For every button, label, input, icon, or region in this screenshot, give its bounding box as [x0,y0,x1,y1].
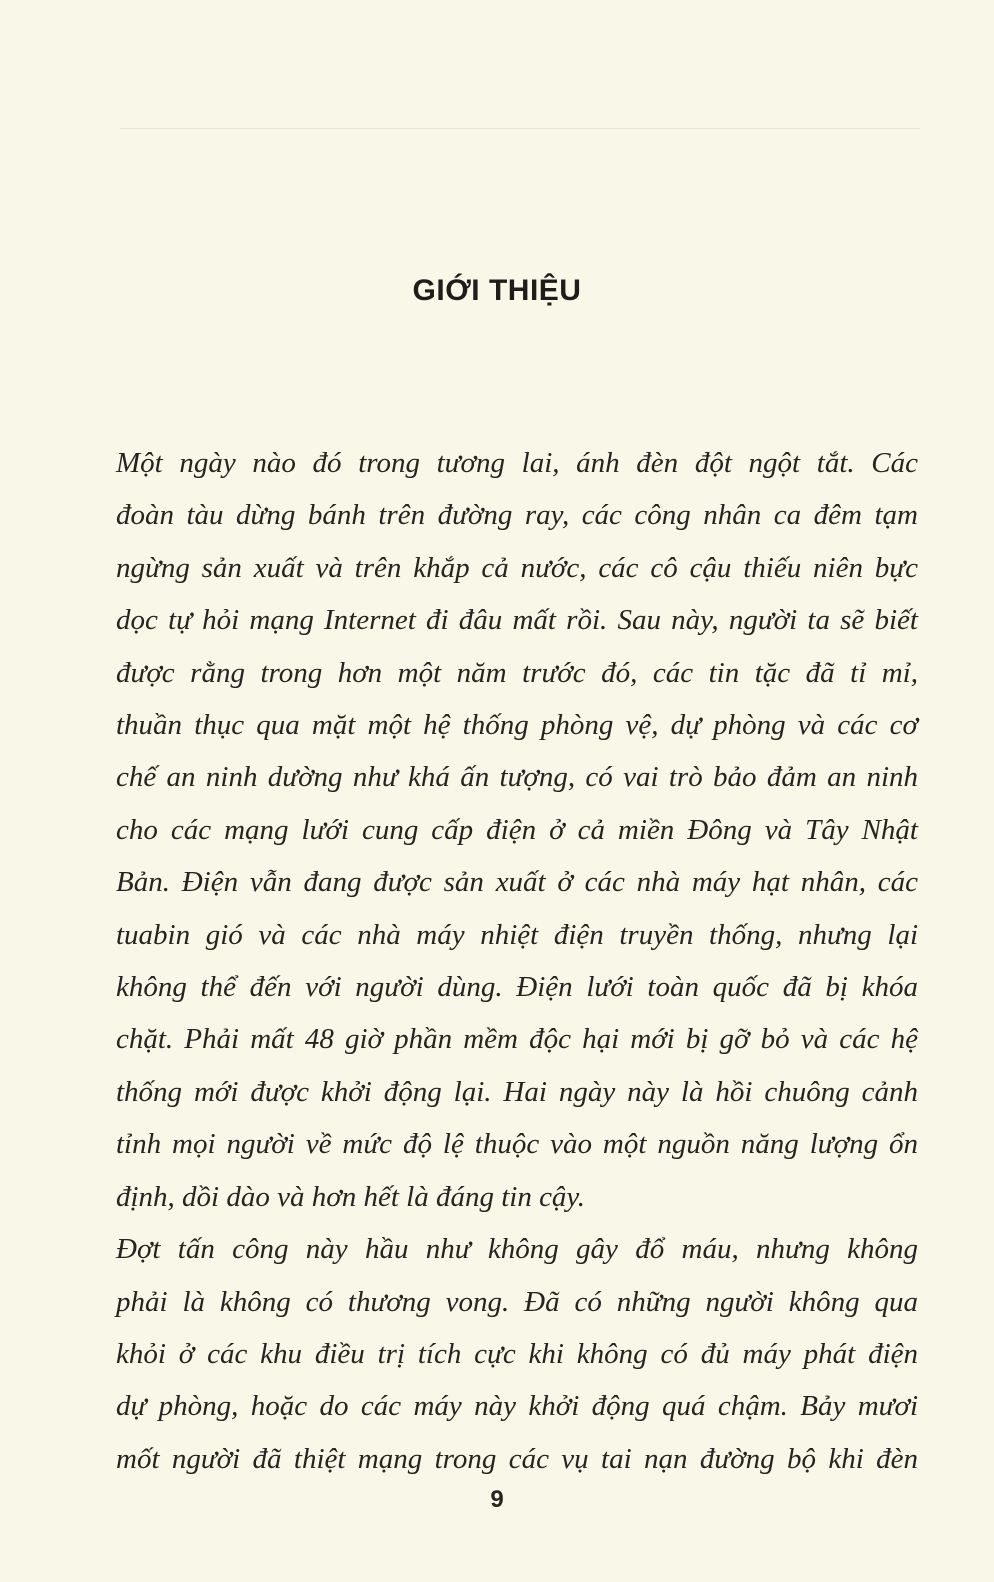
text-line: được rằng trong hơn một năm trước đó, các tin tặc đã tỉ mỉ, [116,656,918,689]
text-line: đoàn tàu dừng bánh trên đường ray, các công nhân ca đêm tạm [116,499,918,532]
text-line: phải là không có thương vong. Đã có những người không qua [116,1285,918,1318]
text-line: cho các mạng lưới cung cấp điện ở cả miền Đông và Tây Nhật [116,813,918,846]
text-line: định, dồi dào và hơn hết là đáng tin cậy. [116,1180,585,1213]
text-line: không thể đến với người dùng. Điện lưới toàn quốc đã bị khóa [116,971,918,1004]
paragraph-2 [116,1223,918,1485]
text-line: dọc tự hỏi mạng Internet đi đâu mất rồi. Sau này, người ta sẽ biết [116,604,918,637]
text-line: mốt người đã thiệt mạng trong các vụ tai nạn đường bộ khi đèn [116,1442,918,1475]
text-line: thống mới được khởi động lại. Hai ngày này là hồi chuông cảnh [116,1075,918,1108]
text-line: thuần thục qua mặt một hệ thống phòng vệ, dự phòng và các cơ [116,709,918,742]
text-line: tuabin gió và các nhà máy nhiệt điện truyền thống, nhưng lại [116,918,918,951]
text-line: ngừng sản xuất và trên khắp cả nước, các cô cậu thiếu niên bực [116,551,918,584]
text-line: Đợt tấn công này hầu như không gây đổ máu, nhưng không [116,1233,918,1266]
body-text [116,437,918,1485]
text-line: khỏi ở các khu điều trị tích cực khi không có đủ máy phát điện [116,1337,918,1370]
text-line: Một ngày nào đó trong tương lai, ánh đèn đột ngột tắt. Các [116,447,918,479]
text-line: dự phòng, hoặc do các máy này khởi động quá chậm. Bảy mươi [116,1390,918,1423]
bleed-through-rule [120,128,920,129]
text-line: Bản. Điện vẫn đang được sản xuất ở các nhà máy hạt nhân, các [116,866,918,899]
page-number: 9 [490,1486,504,1513]
chapter-title: GIỚI THIỆU [412,274,582,307]
text-line: chế an ninh dường như khá ấn tượng, có vai trò bảo đảm an ninh [116,761,918,794]
text-line: chặt. Phải mất 48 giờ phần mềm độc hại mới bị gỡ bỏ và các hệ [116,1023,918,1056]
text-line: tỉnh mọi người về mức độ lệ thuộc vào một nguồn năng lượng ổn [116,1128,918,1161]
paragraph-1 [116,437,918,1223]
